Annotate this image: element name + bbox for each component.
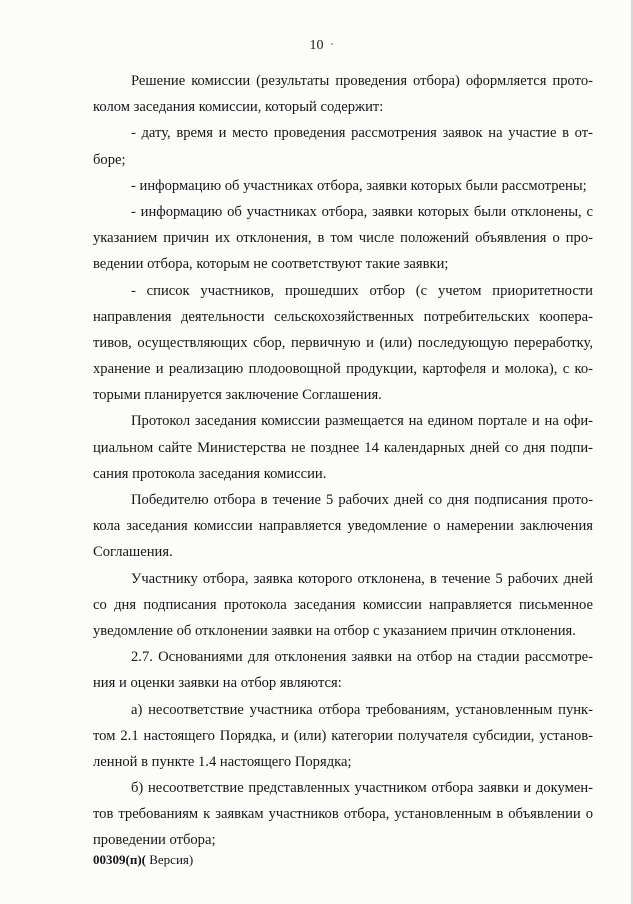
text-line: боре; xyxy=(93,151,126,168)
text-line: направления деятельности сельскохозяйственных потребительских коопера- xyxy=(93,308,593,325)
paragraph xyxy=(93,487,593,566)
version-label: Версия) xyxy=(145,852,194,867)
text-line: кола заседания комиссии направляется уведомление о намерении заключения xyxy=(93,518,593,535)
paragraph xyxy=(93,199,593,278)
text-line: колом заседания комиссии, который содержит: xyxy=(93,99,384,116)
text-line: тивов, осуществляющих сбор, первичную и (или) последующую переработку, xyxy=(93,334,593,351)
text-line: Победителю отбора в течение 5 рабочих дней со дня подписания прото- xyxy=(131,492,593,508)
text-line: ния и оценки заявки на отбор являются: xyxy=(93,675,342,692)
paragraph xyxy=(93,173,593,199)
paragraph xyxy=(93,644,593,696)
text-line: - список участников, прошедших отбор (с учетом приоритетности xyxy=(131,282,593,299)
text-line: циальном сайте Министерства не позднее 14 календарных дней со дня подпи- xyxy=(93,439,593,456)
paragraph xyxy=(93,120,593,172)
document-footer xyxy=(93,852,193,868)
paragraph xyxy=(93,566,593,645)
text-line: - дату, время и место проведения рассмотрения заявок на участие в от- xyxy=(131,125,593,142)
text-line: торыми планируется заключение Соглашения. xyxy=(93,387,382,404)
document-code: 00309(п)( xyxy=(93,852,146,867)
text-line: ведении отбора, которым не соответствуют такие заявки; xyxy=(93,256,449,273)
text-line: проведении отбора; xyxy=(93,832,216,849)
text-line: сания протокола заседания комиссии. xyxy=(93,465,327,482)
text-line: ленной в пункте 1.4 настоящего Порядка; xyxy=(93,753,352,770)
page-number: 10 xyxy=(309,38,324,53)
paragraph xyxy=(93,408,593,487)
text-line: том 2.1 настоящего Порядка, и (или) категории получателя субсидии, установ- xyxy=(93,727,593,744)
text-line: хранение и реализацию плодоовощной продукции, картофеля и молока), с ко- xyxy=(93,361,593,378)
text-line: Решение комиссии (результаты проведения отбора) оформляется прото- xyxy=(131,73,593,89)
text-line: тов требованиям к заявкам участников отбора, установленным в объявлении о xyxy=(93,806,593,823)
text-line: со дня подписания протокола заседания комиссии направляется письменное xyxy=(93,596,593,613)
text-line: 2.7. Основаниями для отклонения заявки на отбор на стадии рассмотре- xyxy=(131,649,593,666)
text-line: Соглашения. xyxy=(93,544,173,561)
text-line: а) несоответствие участника отбора требованиям, установленным пунк- xyxy=(131,701,593,718)
document-body xyxy=(93,68,593,854)
text-line: Участнику отбора, заявка которого отклонена, в течение 5 рабочих дней xyxy=(131,570,593,587)
paragraph xyxy=(93,697,593,776)
text-line: уведомление об отклонении заявки на отбор с указанием причин отклонения. xyxy=(93,622,576,639)
text-line: - информацию об участниках отбора, заявки которых были рассмотрены; xyxy=(131,177,587,194)
text-line: указанием причин их отклонения, в том числе положений объявления о про- xyxy=(93,230,593,247)
text-line: - информацию об участниках отбора, заявки которых были отклонены, с xyxy=(131,203,593,220)
paragraph xyxy=(93,278,593,409)
paragraph xyxy=(93,775,593,854)
paragraph xyxy=(93,68,593,120)
text-line: б) несоответствие представленных участником отбора заявки и докумен- xyxy=(131,780,593,797)
text-line: Протокол заседания комиссии размещается на едином портале и на офи- xyxy=(131,413,593,430)
